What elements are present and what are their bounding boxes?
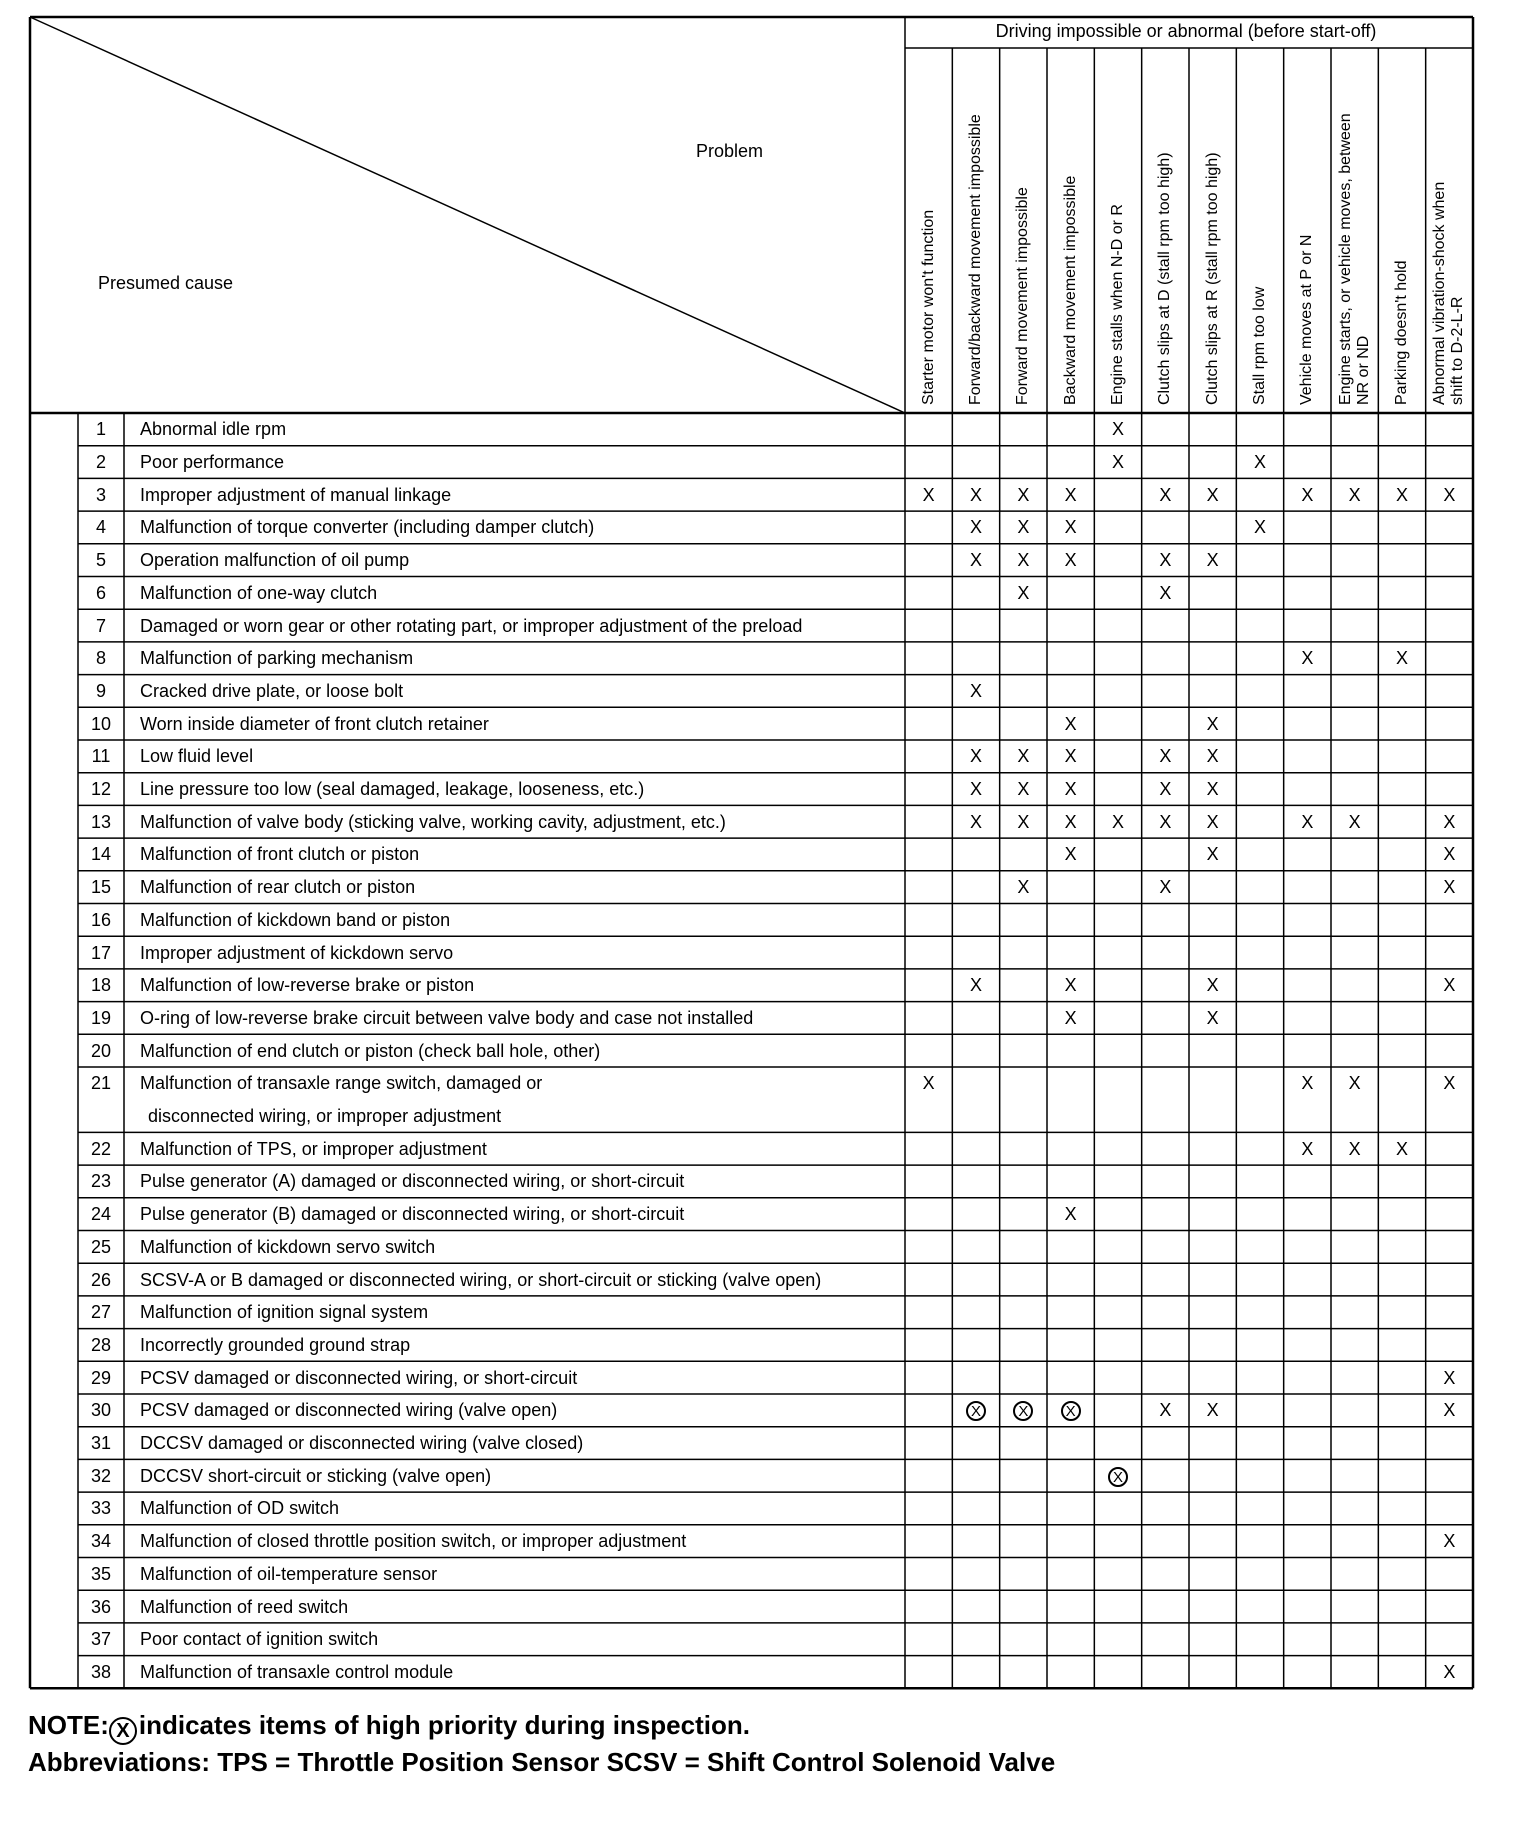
x-mark: X xyxy=(969,811,982,832)
x-mark: X xyxy=(1395,484,1408,505)
x-mark: X xyxy=(969,746,982,767)
group-header-title: Driving impossible or abnormal (before start-off) xyxy=(995,21,1377,41)
x-mark: X xyxy=(1301,811,1314,832)
x-mark: X xyxy=(1253,452,1266,473)
row-number: 10 xyxy=(90,713,112,734)
x-mark: X xyxy=(1206,746,1219,767)
x-mark: X xyxy=(1017,550,1030,571)
row-cause-label: Malfunction of reed switch xyxy=(140,1596,349,1617)
x-mark: X xyxy=(1064,811,1077,832)
priority-circle-icon: X xyxy=(1013,1401,1033,1421)
column-header-10: NR or ND xyxy=(1354,335,1372,405)
row-cause-label: Abnormal idle rpm xyxy=(140,419,287,440)
row-cause-label: DCCSV damaged or disconnected wiring (valve closed) xyxy=(140,1433,584,1454)
row-cause-label: Malfunction of rear clutch or piston xyxy=(140,877,416,898)
column-header-8: Stall rpm too low xyxy=(1251,286,1268,405)
row-number: 14 xyxy=(90,844,112,865)
row-number: 6 xyxy=(95,582,106,603)
row-number: 37 xyxy=(90,1629,112,1650)
abbreviations-line: Abbreviations: TPS = Throttle Position Sensor SCSV = Shift Control Solenoid Valve xyxy=(28,1747,1056,1777)
row-number: 16 xyxy=(90,909,112,930)
priority-circle-icon: X xyxy=(1108,1467,1128,1487)
row-number: 33 xyxy=(90,1498,112,1519)
note-line xyxy=(28,1710,750,1745)
x-mark: X xyxy=(922,1073,935,1094)
row-cause-label: Malfunction of parking mechanism xyxy=(140,648,414,669)
x-mark: X xyxy=(1206,713,1219,734)
row-number: 19 xyxy=(90,1007,112,1028)
x-mark: X xyxy=(1206,811,1219,832)
x-mark: X xyxy=(1206,844,1219,865)
row-cause-label: Pulse generator (A) damaged or disconnected wiring, or short-circuit xyxy=(140,1171,685,1192)
row-number: 36 xyxy=(90,1596,112,1617)
row-cause-label: Malfunction of kickdown servo switch xyxy=(140,1236,436,1257)
column-header-4: Backward movement impossible xyxy=(1061,175,1079,405)
x-mark: X xyxy=(1253,517,1266,538)
x-mark: X xyxy=(922,484,935,505)
x-mark: X xyxy=(969,975,982,996)
row-cause-label: SCSV-A or B damaged or disconnected wiring, or short-circuit or sticking (valve open) xyxy=(140,1269,822,1290)
x-mark: X xyxy=(1348,811,1361,832)
note-text: indicates items of high priority during inspection. xyxy=(138,1710,750,1740)
row-cause-label: Malfunction of front clutch or piston xyxy=(140,844,420,865)
row-cause-label: Malfunction of oil-temperature sensor xyxy=(140,1563,438,1584)
x-mark: X xyxy=(969,779,982,800)
x-mark: X xyxy=(1301,1138,1314,1159)
row-cause-label: Malfunction of end clutch or piston (check ball hole, other) xyxy=(140,1040,601,1061)
row-number: 2 xyxy=(95,452,106,473)
x-mark: X xyxy=(1443,1400,1456,1421)
column-header-3: Forward movement impossible xyxy=(1014,187,1032,405)
row-number: 24 xyxy=(90,1204,112,1225)
x-mark: X xyxy=(1111,452,1124,473)
priority-mark xyxy=(1003,1400,1043,1421)
row-cause-label: Malfunction of torque converter (including damper clutch) xyxy=(140,517,595,538)
column-header-1: Starter motor won't function xyxy=(919,209,937,405)
row-number: 15 xyxy=(90,877,112,898)
row-cause-label: Improper adjustment of manual linkage xyxy=(140,484,452,505)
row-number: 29 xyxy=(90,1367,112,1388)
row-number: 5 xyxy=(95,550,106,571)
x-mark: X xyxy=(1064,1007,1077,1028)
row-number: 26 xyxy=(90,1269,112,1290)
row-number: 25 xyxy=(90,1236,112,1257)
column-header-6: Clutch slips at D (stall rpm too high) xyxy=(1156,152,1174,405)
x-mark: X xyxy=(1064,746,1077,767)
row-number: 9 xyxy=(95,680,106,701)
priority-mark xyxy=(1051,1400,1091,1421)
row-number: 28 xyxy=(90,1334,112,1355)
row-cause-label: Malfunction of transaxle range switch, damaged or xyxy=(140,1073,543,1094)
row-cause-label: disconnected wiring, or improper adjustment xyxy=(148,1106,502,1127)
x-mark: X xyxy=(1395,648,1408,669)
row-cause-label: DCCSV short-circuit or sticking (valve open) xyxy=(140,1465,492,1486)
x-mark: X xyxy=(1111,419,1124,440)
x-mark: X xyxy=(1159,1400,1172,1421)
x-mark: X xyxy=(1206,975,1219,996)
row-number: 1 xyxy=(95,419,106,440)
x-mark: X xyxy=(1064,779,1077,800)
column-header-2: Forward/backward movement impossible xyxy=(967,114,984,405)
x-mark: X xyxy=(1443,877,1456,898)
row-number: 31 xyxy=(90,1433,112,1454)
row-cause-label: Incorrectly grounded ground strap xyxy=(140,1334,411,1355)
x-mark: X xyxy=(1443,1531,1456,1552)
row-number: 27 xyxy=(90,1302,112,1323)
row-cause-label: Malfunction of kickdown band or piston xyxy=(140,909,451,930)
row-cause-label: Malfunction of TPS, or improper adjustment xyxy=(140,1138,487,1159)
row-number: 21 xyxy=(90,1073,112,1094)
row-cause-label: Poor performance xyxy=(140,452,285,473)
x-mark: X xyxy=(1111,811,1124,832)
row-cause-label: Malfunction of ignition signal system xyxy=(140,1302,429,1323)
row-cause-label: Operation malfunction of oil pump xyxy=(140,550,410,571)
x-mark: X xyxy=(1348,1138,1361,1159)
row-number: 34 xyxy=(90,1531,112,1552)
column-header-11: Parking doesn't hold xyxy=(1393,260,1410,405)
priority-circle-icon: X xyxy=(966,1401,986,1421)
x-mark: X xyxy=(1348,484,1361,505)
x-mark: X xyxy=(1443,844,1456,865)
x-mark: X xyxy=(1443,1367,1456,1388)
x-mark: X xyxy=(1064,1204,1077,1225)
x-mark: X xyxy=(1301,484,1314,505)
x-mark: X xyxy=(1159,779,1172,800)
x-mark: X xyxy=(1159,582,1172,603)
row-cause-label: Malfunction of low-reverse brake or piston xyxy=(140,975,475,996)
row-cause-label: Worn inside diameter of front clutch retainer xyxy=(140,713,489,734)
row-number: 8 xyxy=(95,648,106,669)
x-mark: X xyxy=(969,550,982,571)
row-number: 18 xyxy=(90,975,112,996)
x-mark: X xyxy=(1017,811,1030,832)
row-number: 4 xyxy=(95,517,106,538)
row-cause-label: PCSV damaged or disconnected wiring, or short-circuit xyxy=(140,1367,578,1388)
row-number: 13 xyxy=(90,811,112,832)
row-number: 23 xyxy=(90,1171,112,1192)
x-mark: X xyxy=(1443,975,1456,996)
x-mark: X xyxy=(1017,582,1030,603)
note-prefix: NOTE: xyxy=(28,1710,109,1740)
x-mark: X xyxy=(1206,484,1219,505)
row-cause-label: Malfunction of one-way clutch xyxy=(140,582,378,603)
column-header-12: Abnormal vibration-shock when xyxy=(1431,181,1449,405)
x-mark: X xyxy=(1206,1007,1219,1028)
x-mark: X xyxy=(1206,1400,1219,1421)
x-mark: X xyxy=(1017,877,1030,898)
x-mark: X xyxy=(1159,746,1172,767)
row-cause-label: Poor contact of ignition switch xyxy=(140,1629,379,1650)
x-mark: X xyxy=(1206,779,1219,800)
x-mark: X xyxy=(1443,484,1456,505)
column-header-5: Engine stalls when N-D or R xyxy=(1109,204,1126,405)
row-cause-label: Pulse generator (B) damaged or disconnected wiring, or short-circuit xyxy=(140,1204,685,1225)
priority-circle-icon: X xyxy=(1061,1401,1081,1421)
priority-circle-icon: X xyxy=(109,1717,137,1745)
x-mark: X xyxy=(1017,517,1030,538)
row-number: 30 xyxy=(90,1400,112,1421)
x-mark: X xyxy=(1064,713,1077,734)
problem-axis-label: Problem xyxy=(696,141,764,161)
x-mark: X xyxy=(1017,746,1030,767)
x-mark: X xyxy=(1064,484,1077,505)
x-mark: X xyxy=(1206,550,1219,571)
x-mark: X xyxy=(1443,811,1456,832)
row-cause-label: O-ring of low-reverse brake circuit between valve body and case not installed xyxy=(140,1007,754,1028)
row-cause-label: Low fluid level xyxy=(140,746,254,767)
row-cause-label: Damaged or worn gear or other rotating part, or improper adjustment of the preload xyxy=(140,615,803,636)
header-diagonal xyxy=(30,17,905,413)
row-number: 35 xyxy=(90,1563,112,1584)
row-cause-label: Malfunction of OD switch xyxy=(140,1498,340,1519)
row-cause-label: Improper adjustment of kickdown servo xyxy=(140,942,454,963)
x-mark: X xyxy=(1064,517,1077,538)
row-cause-label: Cracked drive plate, or loose bolt xyxy=(140,680,404,701)
column-header-10: Engine starts, or vehicle moves, between xyxy=(1336,113,1354,405)
x-mark: X xyxy=(1159,877,1172,898)
x-mark: X xyxy=(969,484,982,505)
column-header-12: shift to D-2-L-R xyxy=(1449,296,1467,405)
x-mark: X xyxy=(1159,550,1172,571)
row-number: 22 xyxy=(90,1138,112,1159)
row-cause-label: PCSV damaged or disconnected wiring (valve open) xyxy=(140,1400,558,1421)
x-mark: X xyxy=(1348,1073,1361,1094)
priority-mark xyxy=(1098,1466,1138,1487)
x-mark: X xyxy=(1159,484,1172,505)
x-mark: X xyxy=(969,517,982,538)
cause-axis-label: Presumed cause xyxy=(98,273,234,293)
x-mark: X xyxy=(1395,1138,1408,1159)
x-mark: X xyxy=(1064,550,1077,571)
row-number: 12 xyxy=(90,779,112,800)
x-mark: X xyxy=(1301,1073,1314,1094)
row-number: 38 xyxy=(90,1661,112,1682)
row-number: 20 xyxy=(90,1040,112,1061)
x-mark: X xyxy=(1064,975,1077,996)
x-mark: X xyxy=(1443,1073,1456,1094)
x-mark: X xyxy=(1301,648,1314,669)
column-header-7: Clutch slips at R (stall rpm too high) xyxy=(1203,152,1221,405)
x-mark: X xyxy=(1064,844,1077,865)
x-mark: X xyxy=(1017,779,1030,800)
row-cause-label: Malfunction of valve body (sticking valve, working cavity, adjustment, etc.) xyxy=(140,811,726,832)
x-mark: X xyxy=(1017,484,1030,505)
row-number: 7 xyxy=(95,615,106,636)
row-cause-label: Malfunction of closed throttle position switch, or improper adjustment xyxy=(140,1531,687,1552)
column-header-9: Vehicle moves at P or N xyxy=(1298,234,1316,405)
x-mark: X xyxy=(1443,1661,1456,1682)
row-cause-label: Malfunction of transaxle control module xyxy=(140,1661,454,1682)
x-mark: X xyxy=(969,680,982,701)
row-number: 11 xyxy=(91,746,111,767)
row-number: 3 xyxy=(95,484,106,505)
x-mark: X xyxy=(1159,811,1172,832)
row-number: 17 xyxy=(90,942,112,963)
priority-mark xyxy=(956,1400,996,1421)
row-cause-label: Line pressure too low (seal damaged, leakage, looseness, etc.) xyxy=(140,779,645,800)
row-number: 32 xyxy=(90,1465,112,1486)
